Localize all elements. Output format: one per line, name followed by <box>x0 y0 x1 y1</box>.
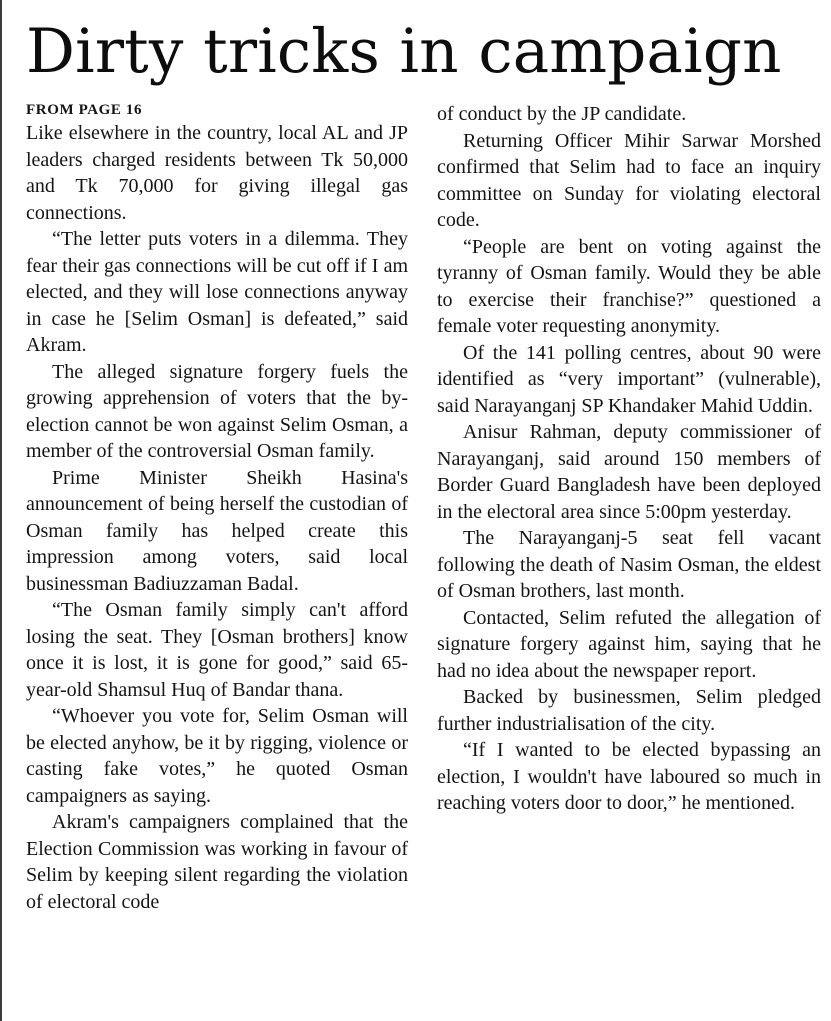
paragraph: “Whoever you vote for, Selim Osman will be elected anyhow, be it by rigging, violence or casting fake votes,” he quoted Osman campaigners as saying. <box>26 705 408 807</box>
kicker-from-page: FROM PAGE 16 <box>26 102 143 118</box>
paragraph: Akram's campaigners complained that the Election Commission was working in favour of Selim by keeping silent regarding the violation of electoral code <box>26 811 408 913</box>
paragraph: “If I wanted to be elected bypassing an election, I wouldn't have laboured so much in reaching voters door to door,” he mentioned. <box>437 739 821 814</box>
paragraph: Like elsewhere in the country, local AL and JP leaders charged residents between Tk 50,000 and Tk 70,000 for giving illegal gas connections. <box>26 122 408 224</box>
paragraph: Anisur Rahman, deputy commissioner of Narayanganj, said around 150 members of Border Guard Bangladesh have been deployed in the electoral area since 5:00pm yesterday. <box>437 421 821 523</box>
paragraph: Prime Minister Sheikh Hasina's announcement of being herself the custodian of Osman family has helped create this impression among voters, said local businessman Badiuzzaman Badal. <box>26 466 408 595</box>
paragraph: “The letter puts voters in a dilemma. They fear their gas connections will be cut off if I am elected, and they will lose connections anyway in case he [Selim Osman] is defeated,” said Akram. <box>26 228 408 356</box>
page-edge-rule <box>0 0 2 1021</box>
paragraph: The alleged signature forgery fuels the growing apprehension of voters that the by-election cannot be won against Selim Osman, a member of the controversial Osman family. <box>26 360 408 462</box>
paragraph: Of the 141 polling centres, about 90 were identified as “very important” (vulnerable), said Narayanganj SP Khandaker Mahid Uddin. <box>437 341 821 417</box>
headline: Dirty tricks in campaign <box>26 16 782 87</box>
paragraph: Contacted, Selim refuted the allegation of signature forgery against him, saying that he had no idea about the newspaper report. <box>437 606 821 682</box>
paragraph: The Narayanganj-5 seat fell vacant following the death of Nasim Osman, the eldest of Osman brothers, last month. <box>437 527 821 602</box>
left-column <box>26 101 408 915</box>
paragraph: Backed by businessmen, Selim pledged further industrialisation of the city. <box>437 686 821 735</box>
paragraph: “People are bent on voting against the tyranny of Osman family. Would they be able to exercise their franchise?” questioned a female voter requesting anonymity. <box>437 235 821 337</box>
right-column <box>437 101 821 817</box>
paragraph: Returning Officer Mihir Sarwar Morshed confirmed that Selim had to face an inquiry committee on Sunday for violating electoral code. <box>437 129 821 231</box>
paragraph-continued: of conduct by the JP candidate. <box>437 103 687 125</box>
paragraph: “The Osman family simply can't afford losing the seat. They [Osman brothers] know once it is lost, it is gone for good,” said 65-year-old Shamsul Huq of Bandar thana. <box>26 599 408 701</box>
